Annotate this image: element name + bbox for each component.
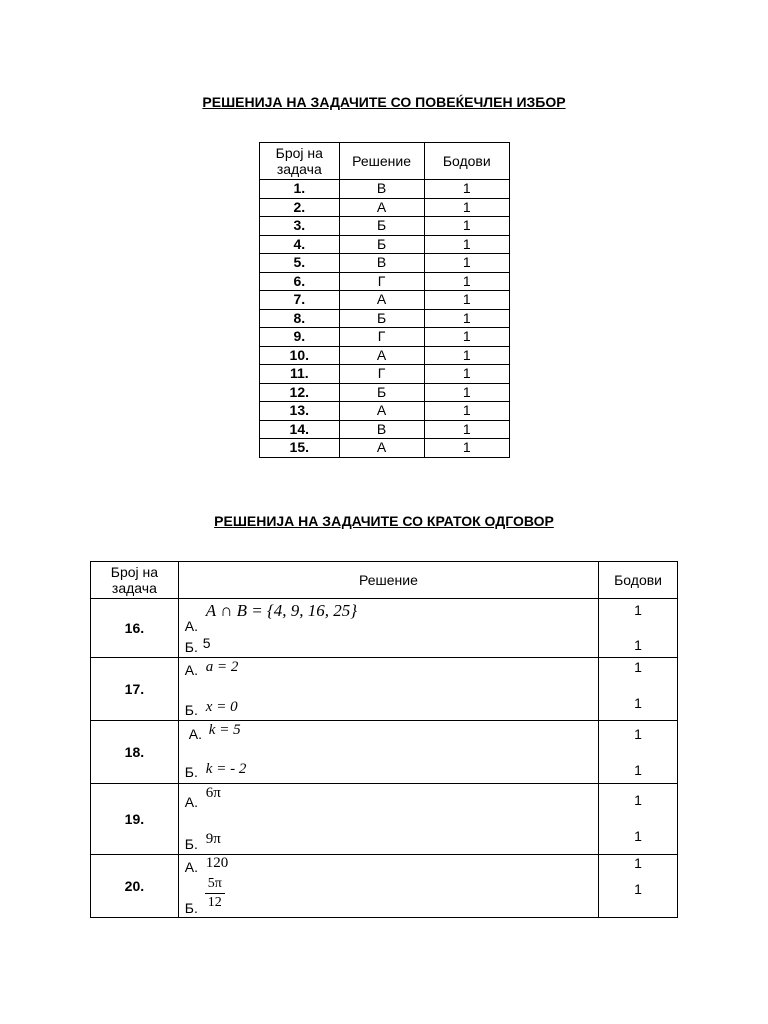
task-number: 2. [260,198,340,217]
solution: В [339,420,424,439]
table-row [260,402,510,421]
table-row [260,272,510,291]
answer-a: a = 2 [205,659,239,675]
table-row [91,658,678,721]
answer-label-b: Б. [184,639,198,655]
solution: В [339,180,424,199]
table-row [260,254,510,273]
task-number: 16. [91,599,179,658]
short-answer-table [90,561,678,918]
solution-cell [178,658,598,721]
header-points: Бодови [599,562,678,599]
solution: В [339,254,424,273]
points-b: 1 [634,762,642,778]
answer-a: 6π [205,785,221,801]
points-b: 1 [634,695,642,711]
task-number: 15. [260,439,340,458]
table-header-row [91,562,678,599]
solution: Г [339,272,424,291]
answer-label-a: А. [188,726,203,742]
answer-b: 5 [202,635,211,651]
answer-label-b: Б. [184,900,198,916]
solution: Б [339,383,424,402]
answer-b: k = - 2 [205,761,247,777]
table-row [260,180,510,199]
table-row [260,328,510,347]
points: 1 [424,217,509,236]
solution: Б [339,309,424,328]
table-row [91,599,678,658]
points: 1 [424,291,509,310]
solution: Г [339,328,424,347]
task-number: 12. [260,383,340,402]
solution-cell [178,784,598,855]
answer-a: A ∩ B = {4, 9, 16, 25} [205,601,358,620]
solution: А [339,402,424,421]
points: 1 [424,272,509,291]
task-number: 3. [260,217,340,236]
task-number: 18. [91,721,179,784]
table-row [260,439,510,458]
points: 1 [424,198,509,217]
points: 1 [424,346,509,365]
solution-cell [178,855,598,918]
points: 1 [424,254,509,273]
table-row [91,784,678,855]
points: 1 [424,420,509,439]
answer-label-a: А. [184,859,199,875]
table-row [260,346,510,365]
points-a: 1 [634,855,642,871]
task-number: 7. [260,291,340,310]
points-a: 1 [634,792,642,808]
solution: А [339,198,424,217]
answer-label-b: Б. [184,836,198,852]
points-a: 1 [634,726,642,742]
points: 1 [424,365,509,384]
answer-label-b: Б. [184,764,198,780]
answer-b: 9π [205,831,221,847]
points: 1 [424,235,509,254]
points-b: 1 [634,637,642,653]
task-number: 10. [260,346,340,365]
points: 1 [424,383,509,402]
fraction-bar [205,893,225,894]
table-row [91,721,678,784]
points-cell [599,721,678,784]
solution-cell [178,599,598,658]
task-number: 17. [91,658,179,721]
task-number: 1. [260,180,340,199]
answer-a: 120 [205,855,229,871]
solution: Б [339,217,424,236]
task-number: 9. [260,328,340,347]
section-title-multiple-choice: РЕШЕНИЈА НА ЗАДАЧИТЕ СО ПОВЕЌЕЧЛЕН ИЗБОР [202,94,566,110]
points-cell [599,599,678,658]
answer-label-a: А. [184,794,199,810]
answer-b: x = 0 [205,699,238,715]
fraction-denominator: 12 [207,895,222,910]
task-number: 11. [260,365,340,384]
points-cell [599,784,678,855]
answer-a: k = 5 [208,722,241,738]
task-number: 19. [91,784,179,855]
table-row [260,217,510,236]
header-task-number: Број на задача [260,143,340,180]
header-solution: Решение [178,562,598,599]
solution: Б [339,235,424,254]
header-points: Бодови [424,143,509,180]
points-a: 1 [634,659,642,675]
table-row [91,855,678,918]
points: 1 [424,309,509,328]
solution: А [339,291,424,310]
task-number: 14. [260,420,340,439]
answer-label-a: А. [184,618,199,634]
fraction-numerator: 5π [207,876,222,891]
task-number: 20. [91,855,179,918]
points-b: 1 [634,828,642,844]
points: 1 [424,180,509,199]
points-b: 1 [634,881,642,897]
answer-label-b: Б. [184,702,198,718]
table-row [260,235,510,254]
solution: А [339,346,424,365]
table-row [260,383,510,402]
answer-label-a: А. [184,662,199,678]
table-row [260,198,510,217]
header-solution: Решение [339,143,424,180]
points-cell [599,658,678,721]
solution-cell [178,721,598,784]
task-number: 4. [260,235,340,254]
answer-b-fraction [205,876,225,911]
points: 1 [424,402,509,421]
points: 1 [424,328,509,347]
table-row [260,291,510,310]
header-task-number: Број на задача [91,562,179,599]
task-number: 13. [260,402,340,421]
task-number: 6. [260,272,340,291]
solution: Г [339,365,424,384]
table-row [260,309,510,328]
points-a: 1 [634,602,642,618]
points: 1 [424,439,509,458]
table-row [260,420,510,439]
section-title-short-answer: РЕШЕНИЈА НА ЗАДАЧИТЕ СО КРАТОК ОДГОВОР [214,513,554,529]
table-header-row [260,143,510,180]
solution: А [339,439,424,458]
multiple-choice-table [259,142,510,458]
points-cell [599,855,678,918]
task-number: 8. [260,309,340,328]
task-number: 5. [260,254,340,273]
table-row [260,365,510,384]
